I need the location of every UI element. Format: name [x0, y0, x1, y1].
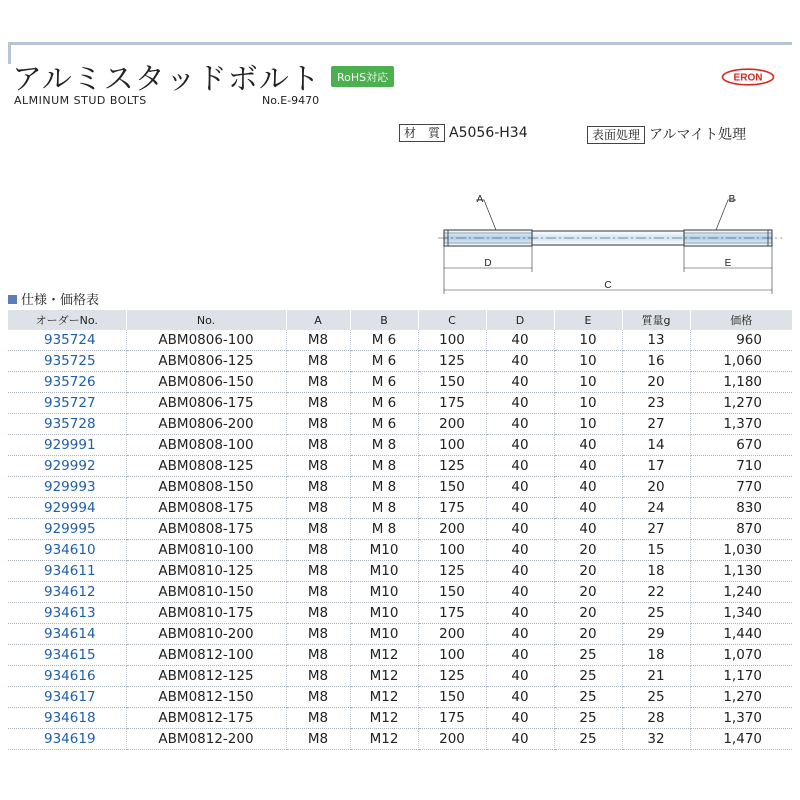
mass-cell: 25 [622, 687, 690, 708]
thread-b-cell: M10 [350, 582, 418, 603]
product-number-cell: ABM0806-175 [126, 393, 286, 414]
thread-a-cell: M8 [286, 414, 350, 435]
length-c-cell: 150 [418, 687, 486, 708]
order-number-cell: 934617 [8, 687, 126, 708]
length-c-cell: 175 [418, 708, 486, 729]
table-row [8, 477, 792, 498]
length-d-cell: 40 [486, 519, 554, 540]
thread-b-cell: M 8 [350, 519, 418, 540]
product-number-cell: ABM0808-150 [126, 477, 286, 498]
length-d-cell: 40 [486, 477, 554, 498]
thread-b-cell: M10 [350, 603, 418, 624]
header-d: D [486, 310, 554, 330]
table-row [8, 645, 792, 666]
product-number-cell: ABM0808-125 [126, 456, 286, 477]
product-number-cell: ABM0806-125 [126, 351, 286, 372]
order-number-cell: 934611 [8, 561, 126, 582]
price-cell: 1,060 [690, 351, 792, 372]
order-number-cell: 934614 [8, 624, 126, 645]
thread-b-cell: M12 [350, 666, 418, 687]
mass-cell: 20 [622, 477, 690, 498]
order-number-cell: 929995 [8, 519, 126, 540]
dim-label-a: A [476, 194, 484, 205]
mass-cell: 25 [622, 603, 690, 624]
thread-a-cell: M8 [286, 351, 350, 372]
table-row [8, 330, 792, 351]
stud-bolt-drawing [436, 188, 784, 296]
price-cell: 1,440 [690, 624, 792, 645]
price-cell: 710 [690, 456, 792, 477]
length-c-cell: 100 [418, 645, 486, 666]
length-c-cell: 200 [418, 414, 486, 435]
dim-label-d: D [484, 258, 492, 269]
length-d-cell: 40 [486, 456, 554, 477]
table-row [8, 414, 792, 435]
thread-b-cell: M10 [350, 561, 418, 582]
mass-cell: 27 [622, 519, 690, 540]
length-d-cell: 40 [486, 666, 554, 687]
length-c-cell: 150 [418, 582, 486, 603]
order-number-cell: 935724 [8, 330, 126, 351]
length-e-cell: 40 [554, 498, 622, 519]
length-c-cell: 100 [418, 540, 486, 561]
table-row [8, 582, 792, 603]
table-row [8, 666, 792, 687]
dim-label-e: E [724, 258, 732, 269]
length-c-cell: 175 [418, 393, 486, 414]
table-row [8, 372, 792, 393]
thread-a-cell: M8 [286, 435, 350, 456]
product-number-cell: ABM0812-125 [126, 666, 286, 687]
finish-spec [587, 124, 746, 144]
length-d-cell: 40 [486, 351, 554, 372]
thread-b-cell: M 6 [350, 393, 418, 414]
length-e-cell: 20 [554, 603, 622, 624]
page-subtitle: ALMINUM STUD BOLTS [14, 94, 147, 107]
length-d-cell: 40 [486, 330, 554, 351]
thread-a-cell: M8 [286, 519, 350, 540]
order-number-cell: 935725 [8, 351, 126, 372]
length-e-cell: 20 [554, 624, 622, 645]
eron-logo [721, 68, 775, 86]
length-e-cell: 40 [554, 456, 622, 477]
thread-a-cell: M8 [286, 624, 350, 645]
order-number-cell: 929991 [8, 435, 126, 456]
rohs-badge: RoHS対応 [331, 66, 394, 87]
mass-cell: 18 [622, 645, 690, 666]
length-d-cell: 40 [486, 393, 554, 414]
thread-a-cell: M8 [286, 540, 350, 561]
mass-cell: 20 [622, 372, 690, 393]
order-number-cell: 935727 [8, 393, 126, 414]
price-cell: 1,170 [690, 666, 792, 687]
length-e-cell: 10 [554, 330, 622, 351]
thread-b-cell: M 6 [350, 372, 418, 393]
price-cell: 1,370 [690, 414, 792, 435]
catalog-number: No.E-9470 [262, 94, 320, 107]
thread-a-cell: M8 [286, 729, 350, 750]
page-title: アルミスタッドボルト [12, 62, 321, 97]
mass-cell: 29 [622, 624, 690, 645]
mass-cell: 32 [622, 729, 690, 750]
length-e-cell: 20 [554, 582, 622, 603]
header-e: E [554, 310, 622, 330]
thread-b-cell: M 8 [350, 498, 418, 519]
thread-a-cell: M8 [286, 372, 350, 393]
table-row [8, 351, 792, 372]
length-d-cell: 40 [486, 624, 554, 645]
length-e-cell: 10 [554, 393, 622, 414]
product-number-cell: ABM0810-200 [126, 624, 286, 645]
thread-b-cell: M10 [350, 624, 418, 645]
product-number-cell: ABM0812-150 [126, 687, 286, 708]
thread-a-cell: M8 [286, 330, 350, 351]
mass-cell: 14 [622, 435, 690, 456]
dim-label-c: C [604, 280, 612, 291]
thread-b-cell: M 6 [350, 330, 418, 351]
length-e-cell: 10 [554, 351, 622, 372]
length-d-cell: 40 [486, 414, 554, 435]
length-d-cell: 40 [486, 687, 554, 708]
thread-b-cell: M12 [350, 729, 418, 750]
thread-b-cell: M 6 [350, 414, 418, 435]
length-d-cell: 40 [486, 603, 554, 624]
product-number-cell: ABM0810-150 [126, 582, 286, 603]
table-row [8, 729, 792, 750]
product-number-cell: ABM0812-175 [126, 708, 286, 729]
order-number-cell: 929993 [8, 477, 126, 498]
mass-cell: 27 [622, 414, 690, 435]
price-cell: 830 [690, 498, 792, 519]
length-c-cell: 175 [418, 498, 486, 519]
thread-a-cell: M8 [286, 561, 350, 582]
product-number-cell: ABM0806-100 [126, 330, 286, 351]
table-row [8, 624, 792, 645]
table-row [8, 540, 792, 561]
product-number-cell: ABM0810-175 [126, 603, 286, 624]
brand-logo-text: ERON [733, 72, 763, 84]
order-number-cell: 929994 [8, 498, 126, 519]
thread-a-cell: M8 [286, 477, 350, 498]
product-number-cell: ABM0806-200 [126, 414, 286, 435]
length-e-cell: 25 [554, 666, 622, 687]
length-e-cell: 25 [554, 645, 622, 666]
thread-b-cell: M12 [350, 687, 418, 708]
product-number-cell: ABM0806-150 [126, 372, 286, 393]
length-c-cell: 150 [418, 477, 486, 498]
order-number-cell: 934616 [8, 666, 126, 687]
length-d-cell: 40 [486, 561, 554, 582]
product-number-cell: ABM0810-100 [126, 540, 286, 561]
length-c-cell: 125 [418, 666, 486, 687]
length-e-cell: 25 [554, 687, 622, 708]
order-number-cell: 929992 [8, 456, 126, 477]
thread-a-cell: M8 [286, 393, 350, 414]
order-number-cell: 935728 [8, 414, 126, 435]
thread-a-cell: M8 [286, 666, 350, 687]
price-cell: 1,070 [690, 645, 792, 666]
price-cell: 1,270 [690, 393, 792, 414]
header-price: 価格 [690, 310, 792, 330]
length-c-cell: 200 [418, 729, 486, 750]
header-rule [8, 42, 792, 45]
table-header-row [8, 310, 792, 330]
table-row [8, 519, 792, 540]
length-d-cell: 40 [486, 729, 554, 750]
mass-cell: 13 [622, 330, 690, 351]
mass-cell: 22 [622, 582, 690, 603]
length-c-cell: 200 [418, 624, 486, 645]
order-number-cell: 934610 [8, 540, 126, 561]
price-cell: 1,180 [690, 372, 792, 393]
table-row [8, 561, 792, 582]
length-e-cell: 40 [554, 435, 622, 456]
mass-cell: 16 [622, 351, 690, 372]
thread-a-cell: M8 [286, 603, 350, 624]
length-e-cell: 20 [554, 540, 622, 561]
header-no: No. [126, 310, 286, 330]
length-d-cell: 40 [486, 645, 554, 666]
price-cell: 870 [690, 519, 792, 540]
length-d-cell: 40 [486, 582, 554, 603]
material-spec [399, 124, 528, 142]
product-number-cell: ABM0812-100 [126, 645, 286, 666]
section-title: 仕様・価格表 [21, 293, 100, 308]
header-rule-tick [8, 42, 11, 64]
section-marker-icon [8, 295, 17, 304]
thread-b-cell: M12 [350, 708, 418, 729]
length-c-cell: 125 [418, 351, 486, 372]
length-c-cell: 150 [418, 372, 486, 393]
price-cell: 1,470 [690, 729, 792, 750]
header-b: B [350, 310, 418, 330]
thread-a-cell: M8 [286, 456, 350, 477]
length-d-cell: 40 [486, 372, 554, 393]
price-cell: 1,340 [690, 603, 792, 624]
order-number-cell: 934615 [8, 645, 126, 666]
table-row [8, 498, 792, 519]
length-e-cell: 25 [554, 708, 622, 729]
mass-cell: 23 [622, 393, 690, 414]
header-a: A [286, 310, 350, 330]
order-number-cell: 934613 [8, 603, 126, 624]
finish-value: アルマイト処理 [649, 127, 747, 143]
price-cell: 1,270 [690, 687, 792, 708]
mass-cell: 21 [622, 666, 690, 687]
table-row [8, 435, 792, 456]
order-number-cell: 934618 [8, 708, 126, 729]
thread-b-cell: M 8 [350, 456, 418, 477]
length-c-cell: 100 [418, 435, 486, 456]
thread-a-cell: M8 [286, 645, 350, 666]
order-number-cell: 934612 [8, 582, 126, 603]
section-heading [8, 289, 99, 308]
price-cell: 1,130 [690, 561, 792, 582]
spec-price-table [8, 310, 792, 750]
order-number-cell: 935726 [8, 372, 126, 393]
length-c-cell: 200 [418, 519, 486, 540]
length-e-cell: 40 [554, 477, 622, 498]
price-cell: 1,240 [690, 582, 792, 603]
mass-cell: 28 [622, 708, 690, 729]
product-number-cell: ABM0812-200 [126, 729, 286, 750]
finish-label: 表面処理 [587, 126, 645, 144]
mass-cell: 18 [622, 561, 690, 582]
product-number-cell: ABM0808-100 [126, 435, 286, 456]
length-c-cell: 175 [418, 603, 486, 624]
thread-a-cell: M8 [286, 498, 350, 519]
thread-a-cell: M8 [286, 708, 350, 729]
table-row [8, 393, 792, 414]
price-cell: 1,030 [690, 540, 792, 561]
dim-label-b: B [728, 194, 736, 205]
length-d-cell: 40 [486, 708, 554, 729]
mass-cell: 17 [622, 456, 690, 477]
price-cell: 1,370 [690, 708, 792, 729]
thread-b-cell: M 8 [350, 477, 418, 498]
product-number-cell: ABM0810-125 [126, 561, 286, 582]
price-cell: 670 [690, 435, 792, 456]
table-row [8, 708, 792, 729]
length-d-cell: 40 [486, 540, 554, 561]
material-label: 材 質 [399, 124, 445, 142]
order-number-cell: 934619 [8, 729, 126, 750]
mass-cell: 15 [622, 540, 690, 561]
length-d-cell: 40 [486, 435, 554, 456]
thread-b-cell: M10 [350, 540, 418, 561]
header-mass: 質量g [622, 310, 690, 330]
thread-b-cell: M12 [350, 645, 418, 666]
product-number-cell: ABM0808-175 [126, 498, 286, 519]
mass-cell: 24 [622, 498, 690, 519]
thread-a-cell: M8 [286, 687, 350, 708]
length-e-cell: 40 [554, 519, 622, 540]
header-order-no: オーダーNo. [8, 310, 126, 330]
length-c-cell: 125 [418, 456, 486, 477]
price-cell: 770 [690, 477, 792, 498]
price-cell: 960 [690, 330, 792, 351]
length-e-cell: 10 [554, 414, 622, 435]
thread-b-cell: M 8 [350, 435, 418, 456]
table-row [8, 687, 792, 708]
thread-b-cell: M 6 [350, 351, 418, 372]
header-c: C [418, 310, 486, 330]
length-c-cell: 125 [418, 561, 486, 582]
table-row [8, 603, 792, 624]
length-d-cell: 40 [486, 498, 554, 519]
product-number-cell: ABM0808-175 [126, 519, 286, 540]
length-e-cell: 20 [554, 561, 622, 582]
material-value: A5056-H34 [449, 125, 528, 141]
length-e-cell: 10 [554, 372, 622, 393]
length-e-cell: 25 [554, 729, 622, 750]
thread-a-cell: M8 [286, 582, 350, 603]
length-c-cell: 100 [418, 330, 486, 351]
table-row [8, 456, 792, 477]
